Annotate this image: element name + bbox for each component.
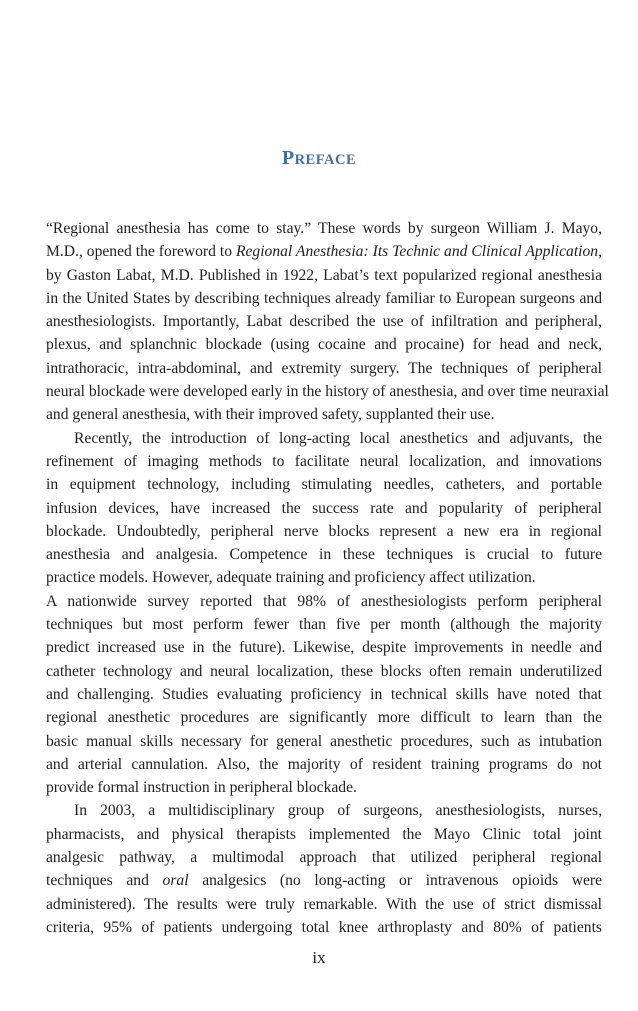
text-line	[46, 753, 602, 776]
text-segment: ,	[598, 243, 602, 261]
text-segment: A nationwide survey reported that 98% of anesthesiologists perform peripheral	[46, 592, 602, 610]
text-line	[46, 613, 602, 636]
text-line	[46, 566, 602, 589]
text-line	[46, 520, 602, 543]
text-line	[46, 660, 602, 683]
text-segment: administered). The results were truly remarkable. With the use of strict dismissal	[46, 895, 602, 913]
text-segment: refinement of imaging methods to facilitate neural localization, and innovations	[46, 452, 602, 470]
page-title	[0, 146, 638, 172]
text-segment: anesthesiologists. Importantly, Labat described the use of infiltration and peripheral,	[46, 313, 602, 331]
text-segment: techniques but most perform fewer than five per month (although the majority	[46, 616, 602, 634]
text-segment: by Gaston Labat, M.D. Published in 1922, Labat’s text popularized regional anesthesia	[46, 266, 602, 284]
text-line	[46, 333, 602, 356]
text-line	[46, 264, 602, 287]
text-segment: predict increased use in the future). Likewise, despite improvements in needle and	[46, 639, 602, 657]
text-segment: and challenging. Studies evaluating proficiency in technical skills have noted that	[46, 685, 602, 703]
text-line	[46, 310, 602, 333]
text-segment: neural blockade were developed early in the history of anesthesia, and over time neuraxial	[46, 383, 609, 401]
page-title-initial: P	[281, 147, 295, 169]
text-segment: anesthesia and analgesia. Competence in these techniques is crucial to future	[46, 546, 602, 564]
text-line	[46, 217, 602, 240]
text-line	[46, 893, 602, 916]
text-segment: catheter technology and neural localization, these blocks often remain underutilized	[46, 662, 602, 680]
text-line	[46, 403, 602, 426]
text-line	[46, 916, 602, 939]
text-segment: criteria, 95% of patients undergoing total knee arthroplasty and 80% of patients	[46, 918, 602, 936]
text-segment: and general anesthesia, with their improved safety, supplanted their use.	[46, 406, 495, 424]
text-segment: infusion devices, have increased the success rate and popularity of peripheral	[46, 499, 602, 517]
text-segment: and arterial cannulation. Also, the majority of resident training programs do not	[46, 755, 602, 773]
text-segment: blockade. Undoubtedly, peripheral nerve blocks represent a new era in regional	[46, 522, 602, 540]
text-line	[46, 846, 602, 869]
preface-body	[46, 217, 609, 939]
text-line	[46, 427, 602, 450]
text-line	[46, 823, 602, 846]
text-line	[46, 730, 602, 753]
text-line	[46, 636, 602, 659]
text-segment: intrathoracic, intra-abdominal, and extremity surgery. The techniques of peripheral	[46, 359, 602, 377]
text-segment: In 2003, a multidisciplinary group of surgeons, anesthesiologists, nurses,	[74, 802, 602, 820]
text-segment: analgesics (no long-acting or intravenous opioids were	[188, 872, 602, 890]
text-line	[46, 590, 602, 613]
text-segment: provide formal instruction in peripheral blockade.	[46, 779, 357, 797]
text-segment: “Regional anesthesia has come to stay.” These words by surgeon William J. Mayo,	[46, 220, 602, 237]
text-segment: in equipment technology, including stimulating needles, catheters, and portable	[46, 476, 602, 494]
text-line	[46, 776, 602, 799]
text-line	[46, 497, 602, 520]
text-line	[46, 473, 602, 496]
text-line	[46, 543, 602, 566]
page-number: ix	[312, 948, 326, 967]
text-line	[46, 683, 602, 706]
text-segment: basic manual skills necessary for general anesthetic procedures, such as intubation	[46, 732, 602, 750]
text-segment: M.D., opened the foreword to	[46, 243, 236, 261]
italic-text: oral	[162, 872, 189, 890]
text-line	[46, 450, 602, 473]
text-line	[46, 380, 609, 403]
text-line	[46, 287, 602, 310]
text-segment: Recently, the introduction of long-acting local anesthetics and adjuvants, the	[74, 429, 602, 447]
page-title-rest: REFACE	[294, 152, 357, 168]
text-segment: analgesic pathway, a multimodal approach that utilized peripheral regional	[46, 849, 602, 867]
text-line	[46, 869, 602, 892]
text-line	[46, 357, 602, 380]
italic-text: Regional Anesthesia: Its Technic and Clinical Application	[235, 243, 599, 261]
text-segment: in the United States by describing techniques already familiar to European surgeons and	[46, 289, 602, 307]
text-segment: practice models. However, adequate training and proficiency affect utilization.	[46, 569, 536, 587]
text-segment: pharmacists, and physical therapists implemented the Mayo Clinic total joint	[46, 825, 602, 843]
text-segment: plexus, and splanchnic blockade (using cocaine and procaine) for head and neck,	[46, 336, 602, 354]
text-line	[46, 799, 602, 822]
text-line	[46, 240, 602, 263]
text-line	[46, 706, 602, 729]
text-segment: techniques and	[46, 872, 163, 890]
text-segment: regional anesthetic procedures are significantly more difficult to learn than the	[46, 709, 602, 727]
